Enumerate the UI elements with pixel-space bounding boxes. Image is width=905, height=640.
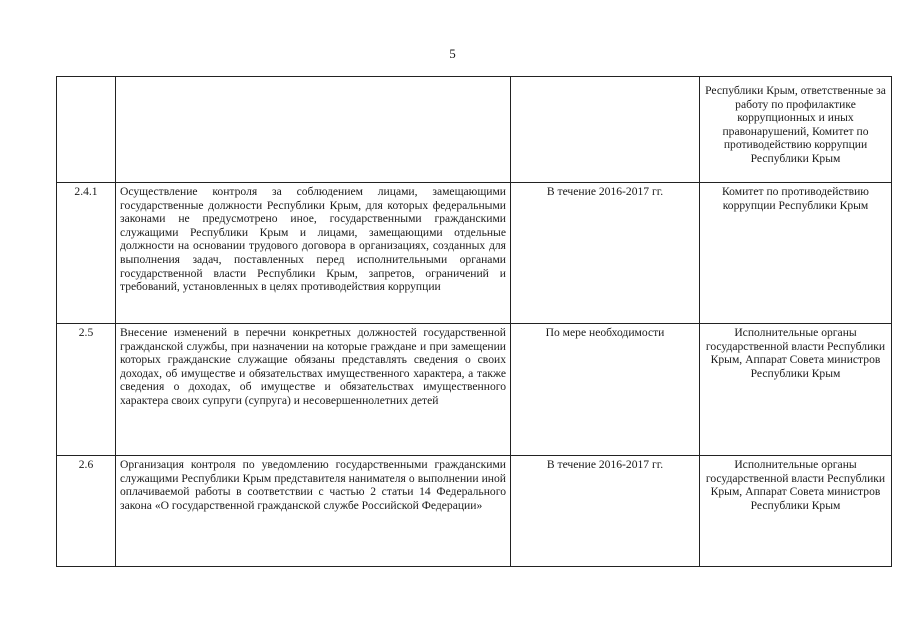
measures-table [56, 76, 892, 567]
row-executors-cell: Комитет по противодействию коррупции Республики Крым [700, 183, 892, 324]
table-row [57, 324, 892, 456]
row-description-cell: Осуществление контроля за соблюдением лицами, замещающими государственные должности Республики Крым, для которых федеральными законами не предусмотрено иное, государственными гражданскими служащими Республики Крым и лицами, замещающими отдельные должности на основании трудового договора в организациях, созданных для выполнения задач, поставленных перед исполнительными органами государственной власти Республики Крым, запретов, ограничений и требований, установленных в целях противодействия коррупции [116, 183, 511, 324]
row-term-cell [511, 77, 700, 183]
table-row [57, 183, 892, 324]
row-executors-cell: Исполнительные органы государственной власти Республики Крым, Аппарат Совета министров Республики Крым [700, 456, 892, 567]
row-description-cell: Внесение изменений в перечни конкретных должностей государственной гражданской службы, при назначении на которые граждане и при замещении которых гражданские служащие обязаны представлять сведения о своих доходах, об имуществе и обязательствах имущественного характера, а также сведения о доходах, об имуществе и обязательствах имущественного характера своих супруги (супруга) и несовершеннолетних детей [116, 324, 511, 456]
row-term-cell: По мере необходимости [511, 324, 700, 456]
row-number-cell: 2.4.1 [57, 183, 116, 324]
page-number: 5 [449, 46, 456, 61]
row-term-cell: В течение 2016-2017 гг. [511, 183, 700, 324]
table-row [57, 77, 892, 183]
row-description-cell: Организация контроля по уведомлению государственными гражданскими служащими Республики Крым представителя нанимателя о выполнении иной оплачиваемой работы в соответствии с частью 2 статьи 14 Федерального закона «О государственной гражданской службе Российской Федерации» [116, 456, 511, 567]
row-executors-cell: Исполнительные органы государственной власти Республики Крым, Аппарат Совета министров Республики Крым [700, 324, 892, 456]
row-description-cell [116, 77, 511, 183]
table-row [57, 456, 892, 567]
row-number-cell: 2.5 [57, 324, 116, 456]
row-executors-cell: Республики Крым, ответственные за работу по профилактике коррупционных и иных правонарушений, Комитет по противодействию коррупции Республики Крым [700, 77, 892, 183]
row-number-cell: 2.6 [57, 456, 116, 567]
row-number-cell [57, 77, 116, 183]
row-term-cell: В течение 2016-2017 гг. [511, 456, 700, 567]
